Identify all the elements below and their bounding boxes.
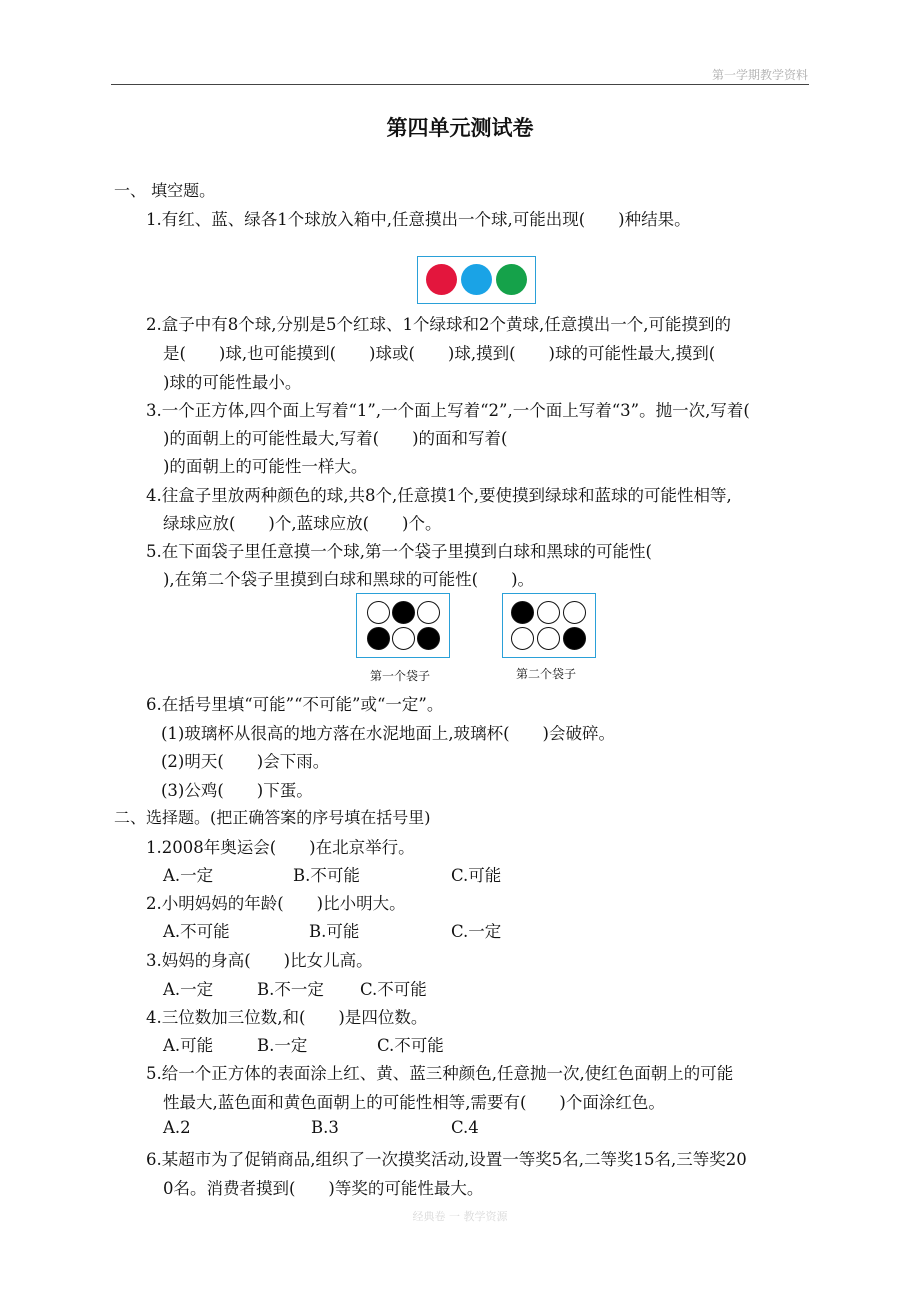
s1-q2-line1: 2.盒子中有8个球,分别是5个红球、1个绿球和2个黄球,任意摸出一个,可能摸到的 [146, 315, 731, 334]
option-c: C.4 [451, 1118, 479, 1137]
footer-watermark: 经典卷 一 教学资源 [412, 1210, 508, 1223]
s1-q1: 1.有红、蓝、绿各1个球放入箱中,任意摸出一个球,可能出现( )种结果。 [146, 210, 691, 229]
white-ball-icon [537, 627, 560, 650]
s1-q3-line2: )的面朝上的可能性最大,写着( )的面和写着( [163, 429, 508, 448]
white-ball-icon [537, 601, 560, 624]
s2-q2: 2.小明妈妈的年龄( )比小明大。 [146, 894, 406, 913]
s2-q1: 1.2008年奥运会( )在北京举行。 [146, 838, 415, 857]
white-ball-icon [417, 601, 440, 624]
option-b: B.不可能 [293, 866, 360, 885]
option-a: A.2 [163, 1118, 191, 1137]
s1-q6-3: (3)公鸡( )下蛋。 [161, 781, 313, 800]
s1-q3-line1: 3.一个正方体,四个面上写着“1”,一个面上写着“2”,一个面上写着“3”。抛一次,写着( [146, 401, 750, 420]
white-ball-icon [511, 627, 534, 650]
black-ball-icon [367, 627, 390, 650]
s1-q5-line1: 5.在下面袋子里任意摸一个球,第一个袋子里摸到白球和黑球的可能性( [146, 542, 652, 561]
white-ball-icon [563, 601, 586, 624]
black-ball-icon [392, 601, 415, 624]
red-ball-icon [426, 264, 457, 295]
white-ball-icon [367, 601, 390, 624]
green-ball-icon [496, 264, 527, 295]
bag2-caption: 第二个袋子 [516, 667, 577, 681]
s2-q4: 4.三位数加三位数,和( )是四位数。 [146, 1008, 428, 1027]
bag2-figure [502, 593, 596, 658]
s1-q6-1: (1)玻璃杯从很高的地方落在水泥地面上,玻璃杯( )会破碎。 [161, 724, 615, 743]
s1-q6: 6.在括号里填“可能”“不可能”或“一定”。 [146, 695, 444, 714]
s1-q6-2: (2)明天( )会下雨。 [161, 752, 330, 771]
bag1-caption: 第一个袋子 [370, 669, 431, 683]
option-a: A.一定 [163, 866, 214, 885]
option-c: C.不可能 [360, 980, 427, 999]
option-b: B.3 [311, 1118, 339, 1137]
option-c: C.一定 [451, 922, 502, 941]
s1-q2-line2: 是( )球,也可能摸到( )球或( )球,摸到( )球的可能性最大,摸到( [163, 344, 716, 363]
option-c: C.不可能 [377, 1036, 444, 1055]
colored-balls-figure [417, 256, 536, 304]
s1-q5-line2: ),在第二个袋子里摸到白球和黑球的可能性( )。 [163, 570, 535, 589]
s2-q6-line1: 6.某超市为了促销商品,组织了一次摸奖活动,设置一等奖5名,二等奖15名,三等奖20 [146, 1150, 747, 1169]
s1-q3-line3: )的面朝上的可能性一样大。 [163, 457, 368, 476]
black-ball-icon [563, 627, 586, 650]
section1-heading: 一、 填空题。 [114, 181, 216, 200]
s2-q5-line2: 性最大,蓝色面和黄色面朝上的可能性相等,需要有( )个面涂红色。 [163, 1093, 665, 1112]
s1-q4-line1: 4.往盒子里放两种颜色的球,共8个,任意摸1个,要使摸到绿球和蓝球的可能性相等, [146, 486, 732, 505]
header-rule [111, 84, 809, 85]
white-ball-icon [392, 627, 415, 650]
option-c: C.可能 [451, 866, 502, 885]
s1-q2-line3: )球的可能性最小。 [163, 373, 302, 392]
section2-heading: 二、选择题。(把正确答案的序号填在括号里) [114, 808, 431, 827]
black-ball-icon [511, 601, 534, 624]
bag1-figure [356, 593, 450, 658]
s2-q3: 3.妈妈的身高( )比女儿高。 [146, 951, 373, 970]
s2-q5-line1: 5.给一个正方体的表面涂上红、黄、蓝三种颜色,任意抛一次,使红色面朝上的可能 [146, 1064, 734, 1083]
s2-q6-line2: 0名。消费者摸到( )等奖的可能性最大。 [163, 1179, 484, 1198]
option-b: B.不一定 [257, 980, 324, 999]
page-title: 第四单元测试卷 [386, 116, 534, 140]
option-a: A.可能 [163, 1036, 214, 1055]
black-ball-icon [417, 627, 440, 650]
option-a: A.一定 [163, 980, 214, 999]
option-b: B.一定 [257, 1036, 308, 1055]
option-a: A.不可能 [163, 922, 230, 941]
option-b: B.可能 [309, 922, 360, 941]
blue-ball-icon [461, 264, 492, 295]
header-label: 第一学期教学资料 [711, 68, 808, 82]
s1-q4-line2: 绿球应放( )个,蓝球应放( )个。 [163, 514, 442, 533]
